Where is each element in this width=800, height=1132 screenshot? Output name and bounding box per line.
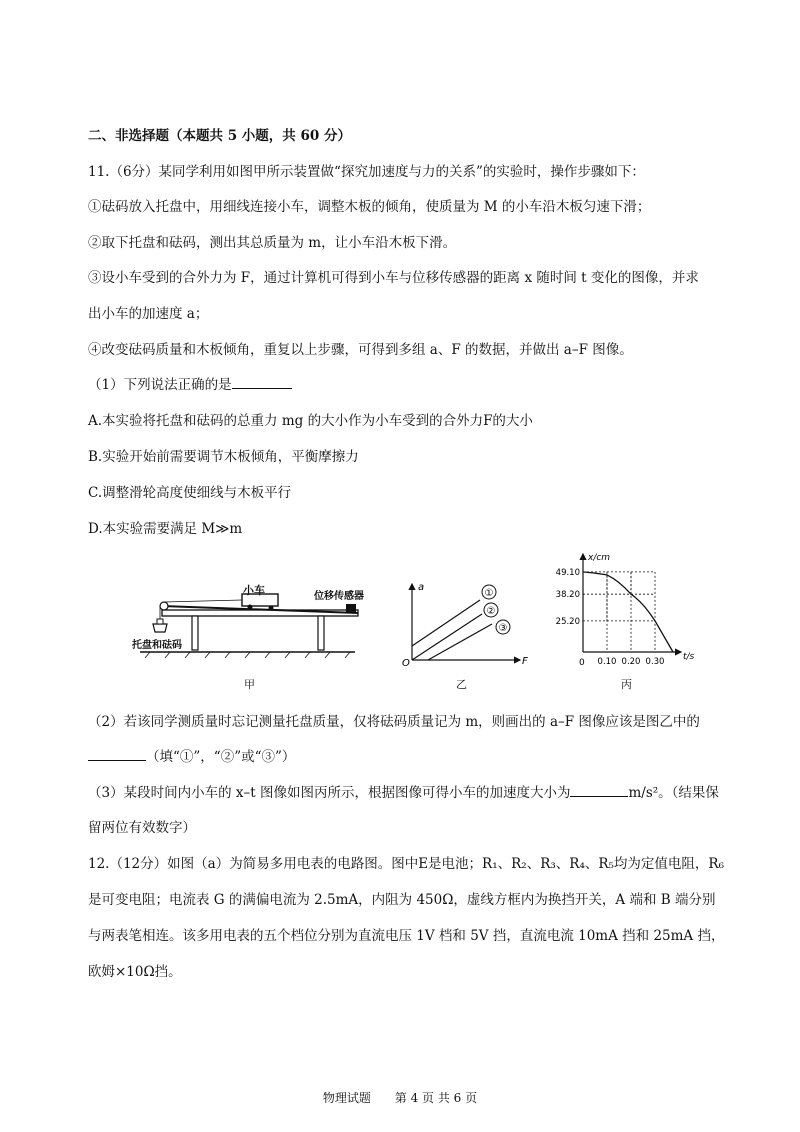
yi-x-axis: F [522,656,528,667]
q11-part2b [88,745,295,765]
footer-page: 第 4 页 共 6 页 [394,1091,478,1105]
bing-x-axis: t/s [683,652,695,662]
line-1 [412,600,480,646]
figure-jia-caption: 甲 [244,678,255,691]
y-tick-label: 25.20 [555,616,580,627]
q12-line1: 12.（12分）如图（a）为简易多用电表的电路图。图中E是电池；R₁、R₂、R₃、R₄、R₅均为定值电阻，R₆ [88,856,725,872]
q11-step2: ②取下托盘和砝码，测出其总质量为 m，让小车沿木板下滑。 [88,235,457,251]
option-c: C.调整滑轮高度使细线与木板平行 [88,485,292,501]
footer-subject: 物理试题 [322,1091,371,1105]
q12-line4: 欧姆×10Ω挡。 [88,964,182,980]
x-tick-label: 0.10 [597,657,617,667]
q11-part3a-pre: （3）某段时间内小车的 x–t 图像如图丙所示，根据图像可得小车的加速度大小为 [88,785,571,801]
x-t-curve [583,572,673,652]
yi-origin: O [402,658,410,668]
answer-blank-2 [88,748,146,761]
q11-part1-text: （1）下列说法正确的是 [88,377,232,393]
q11-part3a [88,781,719,801]
x-tick-label: 0.30 [645,657,665,667]
line-1-label: ① [484,588,494,599]
option-b: B.实验开始前需要调节木板倾角，平衡摩擦力 [88,449,359,465]
section-title: 二、非选择题（本题共 5 小题，共 60 分） [88,128,351,144]
q11-part2b-text: （填“①”，“②”或“③”） [146,749,296,765]
yi-y-axis: a [418,582,425,593]
q11-intro: 11.（6分）某同学利用如图甲所示装置做“探究加速度与力的关系”的实验时，操作步骤如下： [88,164,645,180]
answer-blank-3 [570,784,628,797]
bing-origin: 0 [579,658,585,668]
figure-yi-caption: 乙 [456,678,467,691]
sensor-label: 位移传感器 [314,591,364,602]
line-3-label: ③ [498,623,508,634]
q11-part2a: （2）若该同学测质量时忘记测量托盘质量，仅将砝码质量记为 m，则画出的 a–F 图像应该是图乙中的 [88,714,700,730]
line-2 [412,614,482,660]
cart-label: 小车 [243,584,265,597]
x-tick-label: 0.20 [621,657,641,667]
answer-blank-1 [232,376,292,389]
q11-step3b: 出小车的加速度 a； [88,306,209,322]
y-tick-label: 49.10 [555,567,580,578]
q11-part3a-post: m/s²。（结果保 [628,785,719,801]
figure-yi [398,578,538,668]
option-d: D.本实验需要满足 M≫m [88,521,243,537]
tray-label: 托盘和砝码 [132,640,182,651]
q12-line2: 是可变电阻；电流表 G 的满偏电流为 2.5mA，内阻为 450Ω，虚线方框内为换挡开关，A 端和 B 端分别 [88,892,716,908]
q12-line3: 与两表笔相连。该多用电表的五个档位分别为直流电压 1V 档和 5V 挡，直流电流 10mA 挡和 25mA 挡， [88,928,725,944]
figure-bing-caption: 丙 [621,678,632,691]
q11-part1 [88,373,292,393]
q11-step1: ①砝码放入托盘中，用细线连接小车，调整木板的倾角，使质量为 M 的小车沿木板匀速下滑； [88,199,651,215]
line-2-label: ② [486,606,496,617]
figure-bing [545,548,705,670]
q11-step4: ④改变砝码质量和木板倾角，重复以上步骤，可得到多组 a、F 的数据，并做出 a–F 图像。 [88,342,633,358]
q11-step3a: ③设小车受到的合外力为 F，通过计算机可得到小车与位移传感器的距离 x 随时间 t 变化的图像，并求 [88,270,699,286]
option-a: A.本实验将托盘和砝码的总重力 mg 的大小作为小车受到的合外力F的大小 [88,413,533,429]
q11-part3b: 留两位有效数字） [88,820,196,836]
page-footer [0,1089,800,1106]
y-tick-label: 38.20 [555,590,580,601]
bing-y-axis: x/cm [588,553,611,563]
